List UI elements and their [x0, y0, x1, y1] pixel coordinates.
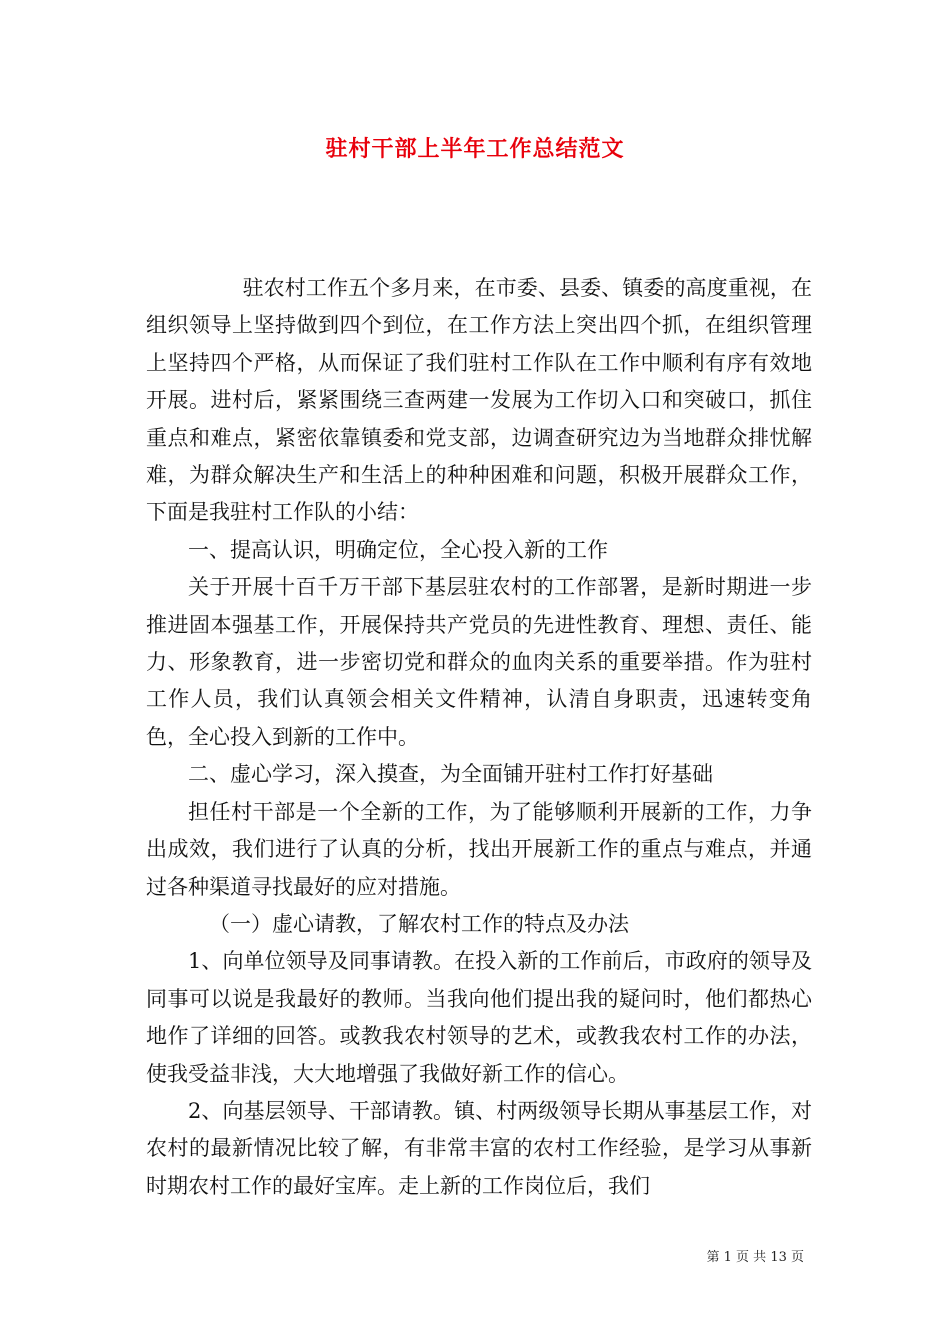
document-body — [146, 270, 812, 1205]
paragraph-item-2: 2、向基层领导、干部请教。镇、村两级领导长期从事基层工作，对农村的最新情况比较了解，有非常丰富的农村工作经验，是学习从事新时期农村工作的最好宝库。走上新的工作岗位后，我们 — [146, 1098, 812, 1198]
paragraph-intro: 驻农村工作五个多月来，在市委、县委、镇委的高度重视，在组织领导上坚持做到四个到位，在工作方法上突出四个抓，在组织管理上坚持四个严格，从而保证了我们驻村工作队在工作中顺利有序有效地开展。进村后，紧紧围绕三查两建一发展为工作切入口和突破口，抓住重点和难点，紧密依靠镇委和党支部，边调查研究边为当地群众排忧解难，为群众解决生产和生活上的种种困难和问题，积极开展群众工作，下面是我驻村工作队的小结： — [146, 276, 812, 525]
paragraph-section-1: 关于开展十百千万干部下基层驻农村的工作部署，是新时期进一步推进固本强基工作，开展保持共产党员的先进性教育、理想、责任、能力、形象教育，进一步密切党和群众的血肉关系的重要举措。作为驻村工作人员，我们认真领会相关文件精神，认清自身职责，迅速转变角色，全心投入到新的工作中。 — [146, 575, 812, 749]
paragraph-item-1: 1、向单位领导及同事请教。在投入新的工作前后，市政府的领导及同事可以说是我最好的教师。当我向他们提出我的疑问时，他们都热心地作了详细的回答。或教我农村领导的艺术，或教我农村工作的办法，使我受益非浅，大大地增强了我做好新工作的信心。 — [146, 949, 812, 1086]
paragraph-section-2: 担任村干部是一个全新的工作，为了能够顺利开展新的工作，力争出成效，我们进行了认真的分析，找出开展新工作的重点与难点，并通过各种渠道寻找最好的应对措施。 — [146, 799, 812, 899]
subsection-heading-1: （一）虚心请教，了解农村工作的特点及办法 — [209, 911, 629, 936]
page-number: 第 1 页 共 13 页 — [706, 1250, 804, 1265]
section-heading-1: 一、提高认识，明确定位，全心投入新的工作 — [188, 537, 608, 562]
section-heading-2: 二、虚心学习，深入摸查，为全面铺开驻村工作打好基础 — [188, 762, 713, 787]
document-title: 驻村干部上半年工作总结范文 — [325, 136, 625, 162]
